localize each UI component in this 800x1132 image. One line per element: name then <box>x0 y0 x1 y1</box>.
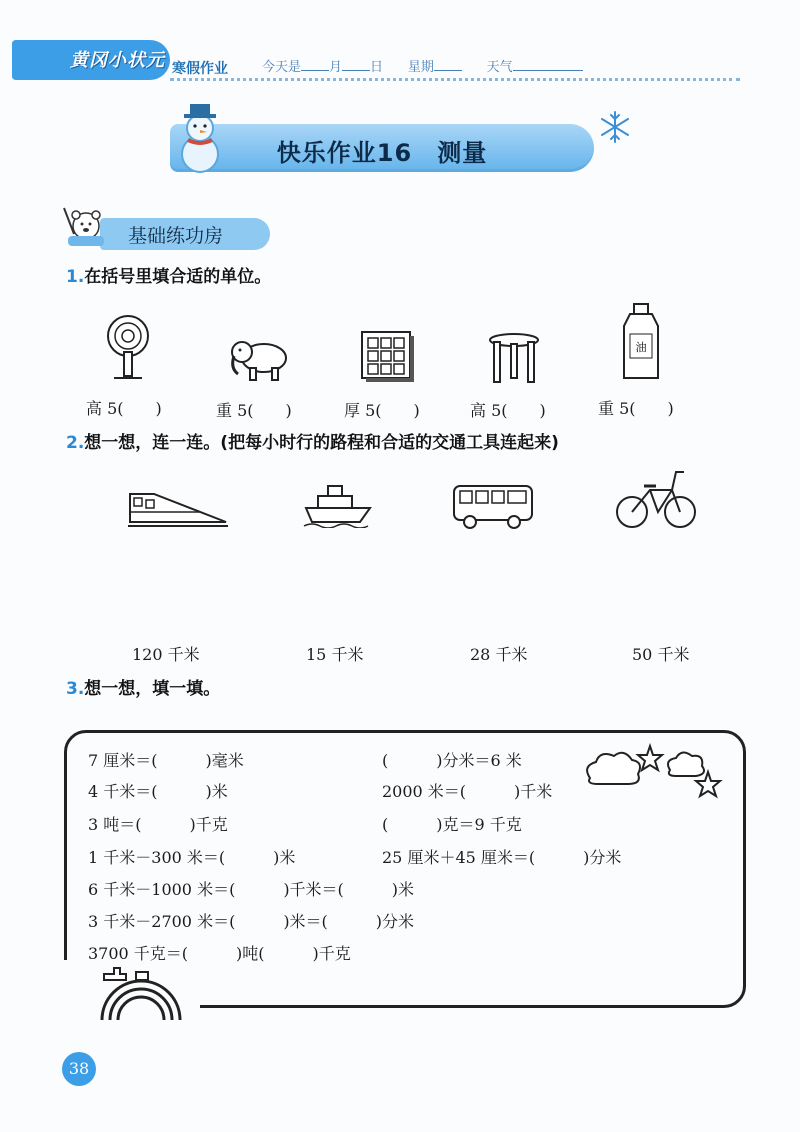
bear-icon <box>60 204 108 250</box>
question-number: 3. <box>66 679 85 699</box>
today-label: 今天是 <box>262 60 302 75</box>
fill-line-left-2: 4 千米＝( )米 <box>88 782 228 801</box>
question-3 <box>66 674 220 699</box>
question-number: 1. <box>66 267 85 287</box>
tree-icon <box>100 312 156 382</box>
book-subtitle: 寒假作业 <box>172 61 228 77</box>
distance-3: 28 千米 <box>470 645 528 664</box>
question-text: 想一想，连一连。(把每小时行的路程和合适的交通工具连起来) <box>84 433 559 453</box>
fill-line-right-4: 25 厘米＋45 厘米＝( )分米 <box>382 848 622 867</box>
fill-line-right-2: 2000 米＝( )千米 <box>382 782 553 801</box>
bottle-label: 油 <box>635 341 647 354</box>
day-label: 日 <box>370 60 384 75</box>
fill-line-right-3: ( )克＝9 千克 <box>382 815 522 834</box>
fill-line-left-6: 3 千米－2700 米＝( )米＝( )分米 <box>88 912 415 931</box>
clouds-stars-icon <box>580 742 730 802</box>
fill-line-right-1: ( )分米＝6 米 <box>382 751 522 770</box>
fill-line-left-4: 1 千米－300 米＝( )米 <box>88 848 296 867</box>
oil-bottle-icon <box>618 300 664 384</box>
q1-label-4: 高 5( ) <box>470 401 546 420</box>
page-title: 快乐作业16 测量 <box>276 139 488 167</box>
snowflake-icon <box>598 110 632 144</box>
ship-icon <box>302 482 374 528</box>
day-blank <box>342 58 370 71</box>
stool-icon <box>488 332 540 384</box>
weather-blank <box>513 58 583 71</box>
chocolate-box-icon <box>358 328 418 386</box>
question-text: 在括号里填合适的单位。 <box>84 267 272 287</box>
weekday-blank <box>434 58 462 71</box>
q1-label-5: 重 5( ) <box>598 399 674 418</box>
rainbow-icon <box>96 962 186 1022</box>
fill-line-left-1: 7 厘米＝( )毫米 <box>88 751 244 770</box>
section-title: 基础练功房 <box>128 225 224 247</box>
brand-logo: 黄冈小状元 <box>70 50 165 71</box>
month-label: 月 <box>329 60 343 75</box>
train-icon <box>126 486 230 528</box>
fill-line-left-5: 6 千米－1000 米＝( )千米＝( )米 <box>88 880 415 899</box>
question-1 <box>66 262 271 287</box>
header-divider <box>170 78 740 81</box>
distance-1: 120 千米 <box>132 645 200 664</box>
elephant-icon <box>228 336 292 384</box>
bus-icon <box>450 482 536 530</box>
question-number: 2. <box>66 433 85 453</box>
fill-line-left-3: 3 吨＝( )千克 <box>88 815 228 834</box>
distance-4: 50 千米 <box>632 645 690 664</box>
weekday-label: 星期 <box>407 60 434 75</box>
weather-label: 天气 <box>486 60 513 75</box>
bicycle-icon <box>614 464 698 532</box>
question-text: 想一想，填一填。 <box>84 679 221 699</box>
q1-label-2: 重 5( ) <box>216 401 292 420</box>
fill-line-left-7: 3700 千克＝( )吨( )千克 <box>88 944 351 963</box>
q1-label-3: 厚 5( ) <box>344 401 420 420</box>
month-blank <box>301 58 329 71</box>
page-number: 38 <box>62 1052 96 1086</box>
q1-label-1: 高 5( ) <box>86 399 162 418</box>
date-line <box>262 56 583 75</box>
distance-2: 15 千米 <box>306 645 364 664</box>
question-2 <box>66 428 559 453</box>
